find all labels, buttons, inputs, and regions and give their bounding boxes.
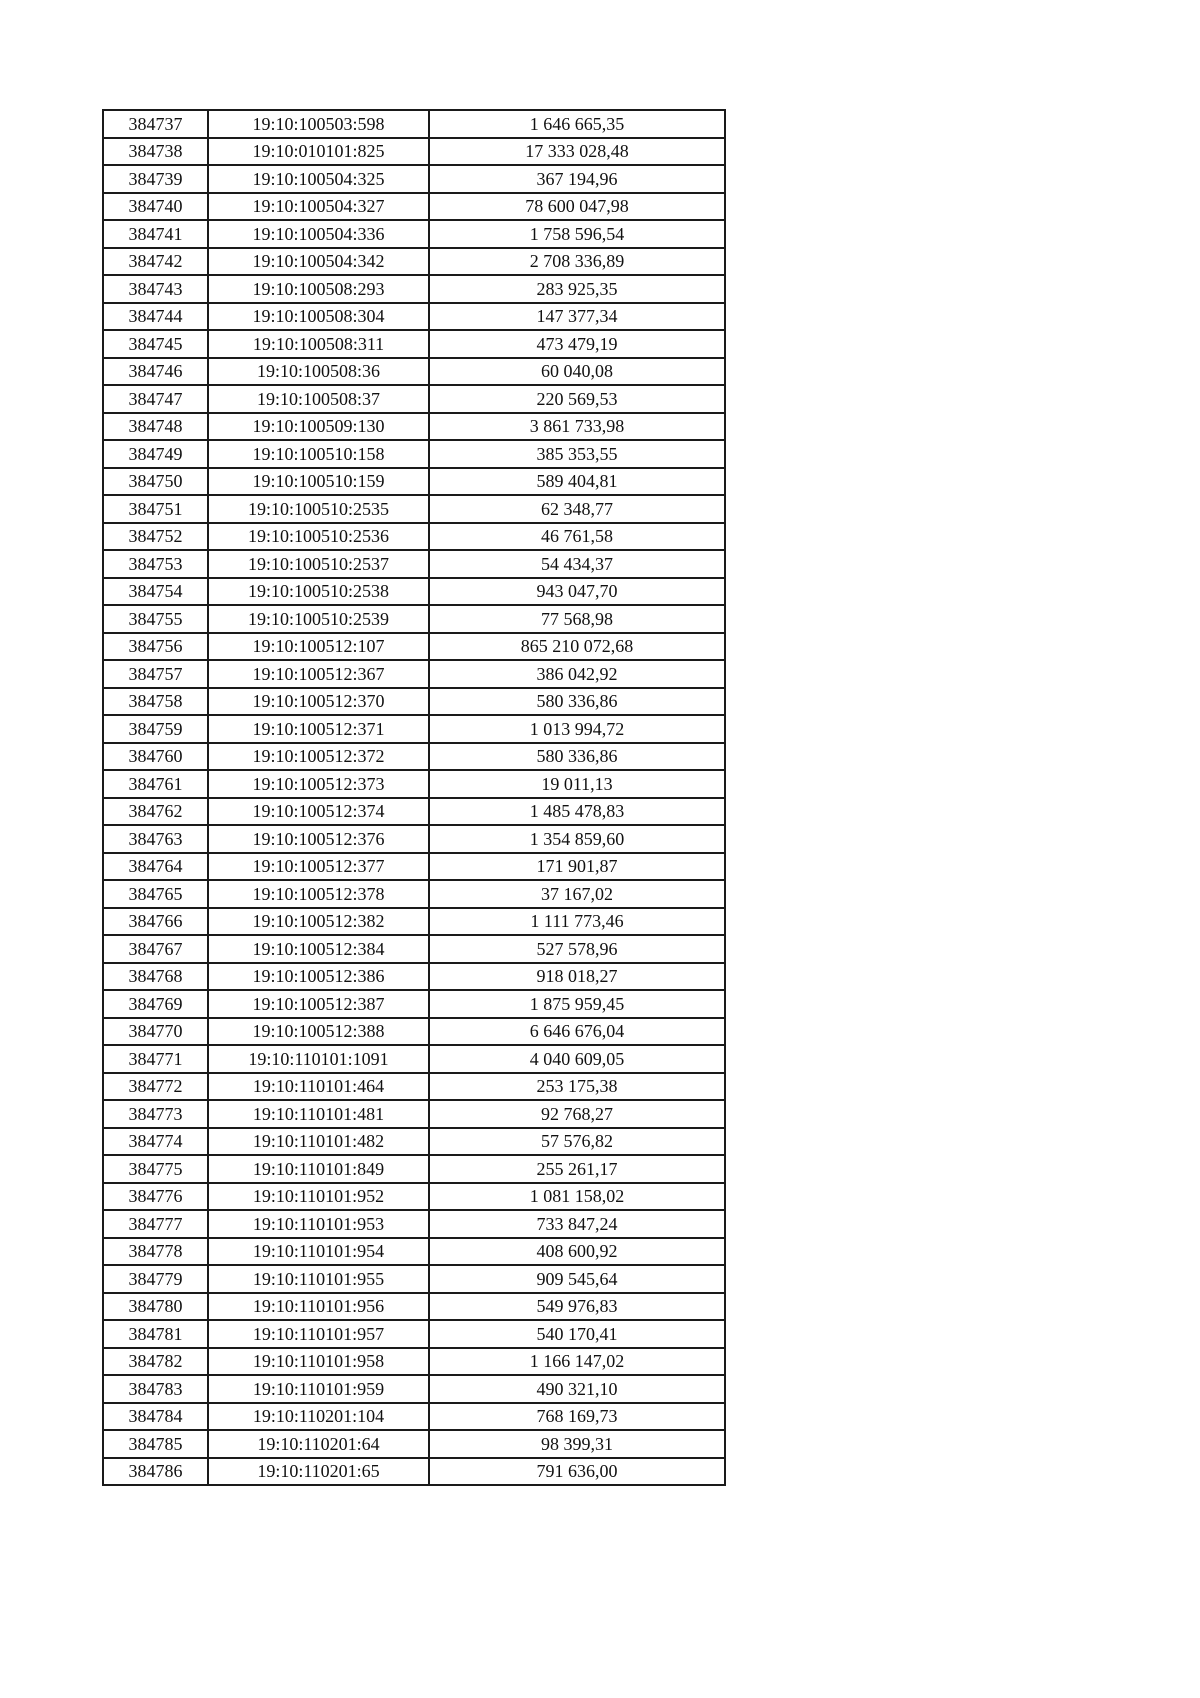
table-row	[103, 330, 725, 358]
row-number-cell: 384776	[103, 1183, 208, 1211]
table-row	[103, 1403, 725, 1431]
row-number-cell: 384772	[103, 1073, 208, 1101]
cadastral-number-cell: 19:10:100510:2539	[208, 605, 429, 633]
row-number-cell: 384784	[103, 1403, 208, 1431]
row-number-cell: 384760	[103, 743, 208, 771]
value-cell: 1 875 959,45	[429, 990, 725, 1018]
cadastral-number-cell: 19:10:100512:377	[208, 853, 429, 881]
cadastral-number-cell: 19:10:100512:387	[208, 990, 429, 1018]
table-row	[103, 275, 725, 303]
cadastral-number-cell: 19:10:100510:2536	[208, 523, 429, 551]
value-cell: 473 479,19	[429, 330, 725, 358]
value-cell: 46 761,58	[429, 523, 725, 551]
row-number-cell: 384757	[103, 660, 208, 688]
row-number-cell: 384755	[103, 605, 208, 633]
row-number-cell: 384777	[103, 1210, 208, 1238]
row-number-cell: 384780	[103, 1293, 208, 1321]
row-number-cell: 384753	[103, 550, 208, 578]
cadastral-number-cell: 19:10:100508:304	[208, 303, 429, 331]
value-cell: 54 434,37	[429, 550, 725, 578]
table-row	[103, 1155, 725, 1183]
row-number-cell: 384765	[103, 880, 208, 908]
table-row	[103, 853, 725, 881]
row-number-cell: 384737	[103, 110, 208, 138]
cadastral-value-table	[102, 109, 726, 1486]
cadastral-number-cell: 19:10:110101:952	[208, 1183, 429, 1211]
table-row	[103, 715, 725, 743]
row-number-cell: 384754	[103, 578, 208, 606]
table-row	[103, 1238, 725, 1266]
row-number-cell: 384747	[103, 385, 208, 413]
row-number-cell: 384742	[103, 248, 208, 276]
table-row	[103, 605, 725, 633]
cadastral-number-cell: 19:10:100512:374	[208, 798, 429, 826]
cadastral-number-cell: 19:10:100508:37	[208, 385, 429, 413]
row-number-cell: 384759	[103, 715, 208, 743]
cadastral-number-cell: 19:10:100512:388	[208, 1018, 429, 1046]
table-row	[103, 578, 725, 606]
value-cell: 1 485 478,83	[429, 798, 725, 826]
table-row	[103, 1458, 725, 1486]
cadastral-number-cell: 19:10:100512:378	[208, 880, 429, 908]
table-row	[103, 413, 725, 441]
cadastral-number-cell: 19:10:110101:957	[208, 1320, 429, 1348]
cadastral-number-cell: 19:10:100512:376	[208, 825, 429, 853]
value-cell: 490 321,10	[429, 1375, 725, 1403]
row-number-cell: 384743	[103, 275, 208, 303]
cadastral-number-cell: 19:10:100512:382	[208, 908, 429, 936]
table-row	[103, 908, 725, 936]
value-cell: 1 013 994,72	[429, 715, 725, 743]
cadastral-number-cell: 19:10:100504:327	[208, 193, 429, 221]
cadastral-number-cell: 19:10:100504:325	[208, 165, 429, 193]
table-row	[103, 303, 725, 331]
table-row	[103, 220, 725, 248]
cadastral-number-cell: 19:10:100512:386	[208, 963, 429, 991]
row-number-cell: 384770	[103, 1018, 208, 1046]
table-row	[103, 1128, 725, 1156]
table-row	[103, 1045, 725, 1073]
value-cell: 791 636,00	[429, 1458, 725, 1486]
cadastral-number-cell: 19:10:100508:311	[208, 330, 429, 358]
row-number-cell: 384783	[103, 1375, 208, 1403]
table-row	[103, 1183, 725, 1211]
cadastral-number-cell: 19:10:100510:2538	[208, 578, 429, 606]
row-number-cell: 384763	[103, 825, 208, 853]
row-number-cell: 384750	[103, 468, 208, 496]
row-number-cell: 384740	[103, 193, 208, 221]
value-cell: 527 578,96	[429, 935, 725, 963]
value-cell: 918 018,27	[429, 963, 725, 991]
value-cell: 367 194,96	[429, 165, 725, 193]
value-cell: 1 758 596,54	[429, 220, 725, 248]
value-cell: 1 646 665,35	[429, 110, 725, 138]
row-number-cell: 384739	[103, 165, 208, 193]
table-row	[103, 385, 725, 413]
cadastral-number-cell: 19:10:100512:373	[208, 770, 429, 798]
cadastral-number-cell: 19:10:100512:384	[208, 935, 429, 963]
cadastral-number-cell: 19:10:100510:2537	[208, 550, 429, 578]
value-cell: 1 111 773,46	[429, 908, 725, 936]
table-row	[103, 770, 725, 798]
row-number-cell: 384764	[103, 853, 208, 881]
cadastral-number-cell: 19:10:100508:36	[208, 358, 429, 386]
table-row	[103, 193, 725, 221]
row-number-cell: 384785	[103, 1430, 208, 1458]
row-number-cell: 384758	[103, 688, 208, 716]
table-row	[103, 165, 725, 193]
cadastral-number-cell: 19:10:110101:955	[208, 1265, 429, 1293]
value-cell: 37 167,02	[429, 880, 725, 908]
table-row	[103, 495, 725, 523]
table-row	[103, 1348, 725, 1376]
table-row	[103, 358, 725, 386]
cadastral-number-cell: 19:10:100510:158	[208, 440, 429, 468]
row-number-cell: 384738	[103, 138, 208, 166]
row-number-cell: 384768	[103, 963, 208, 991]
row-number-cell: 384748	[103, 413, 208, 441]
table-row	[103, 963, 725, 991]
cadastral-number-cell: 19:10:100510:159	[208, 468, 429, 496]
value-cell: 768 169,73	[429, 1403, 725, 1431]
row-number-cell: 384744	[103, 303, 208, 331]
cadastral-number-cell: 19:10:110101:481	[208, 1100, 429, 1128]
value-cell: 589 404,81	[429, 468, 725, 496]
cadastral-number-cell: 19:10:110201:64	[208, 1430, 429, 1458]
table-row	[103, 743, 725, 771]
value-cell: 147 377,34	[429, 303, 725, 331]
cadastral-number-cell: 19:10:110101:953	[208, 1210, 429, 1238]
value-cell: 19 011,13	[429, 770, 725, 798]
table-row	[103, 550, 725, 578]
cadastral-number-cell: 19:10:100504:336	[208, 220, 429, 248]
table-row	[103, 880, 725, 908]
row-number-cell: 384782	[103, 1348, 208, 1376]
value-cell: 77 568,98	[429, 605, 725, 633]
row-number-cell: 384766	[103, 908, 208, 936]
row-number-cell: 384774	[103, 1128, 208, 1156]
value-cell: 62 348,77	[429, 495, 725, 523]
value-cell: 171 901,87	[429, 853, 725, 881]
cadastral-number-cell: 19:10:100512:371	[208, 715, 429, 743]
value-cell: 1 166 147,02	[429, 1348, 725, 1376]
value-cell: 865 210 072,68	[429, 633, 725, 661]
value-cell: 943 047,70	[429, 578, 725, 606]
table-row	[103, 468, 725, 496]
table-body	[103, 110, 725, 1485]
cadastral-number-cell: 19:10:110101:959	[208, 1375, 429, 1403]
value-cell: 580 336,86	[429, 743, 725, 771]
value-cell: 733 847,24	[429, 1210, 725, 1238]
table-row	[103, 1073, 725, 1101]
table-row	[103, 440, 725, 468]
value-cell: 386 042,92	[429, 660, 725, 688]
value-cell: 253 175,38	[429, 1073, 725, 1101]
table-row	[103, 825, 725, 853]
value-cell: 408 600,92	[429, 1238, 725, 1266]
row-number-cell: 384761	[103, 770, 208, 798]
table-row	[103, 1210, 725, 1238]
value-cell: 98 399,31	[429, 1430, 725, 1458]
cadastral-number-cell: 19:10:100509:130	[208, 413, 429, 441]
cadastral-number-cell: 19:10:110101:482	[208, 1128, 429, 1156]
row-number-cell: 384773	[103, 1100, 208, 1128]
table-row	[103, 1375, 725, 1403]
row-number-cell: 384749	[103, 440, 208, 468]
table-row	[103, 990, 725, 1018]
cadastral-number-cell: 19:10:110201:104	[208, 1403, 429, 1431]
value-cell: 220 569,53	[429, 385, 725, 413]
value-cell: 78 600 047,98	[429, 193, 725, 221]
cadastral-number-cell: 19:10:110101:954	[208, 1238, 429, 1266]
row-number-cell: 384756	[103, 633, 208, 661]
value-cell: 549 976,83	[429, 1293, 725, 1321]
cadastral-number-cell: 19:10:110101:464	[208, 1073, 429, 1101]
value-cell: 57 576,82	[429, 1128, 725, 1156]
value-cell: 1 081 158,02	[429, 1183, 725, 1211]
table-row	[103, 1430, 725, 1458]
cadastral-number-cell: 19:10:110201:65	[208, 1458, 429, 1486]
table-row	[103, 688, 725, 716]
value-cell: 92 768,27	[429, 1100, 725, 1128]
cadastral-number-cell: 19:10:100512:370	[208, 688, 429, 716]
row-number-cell: 384778	[103, 1238, 208, 1266]
value-cell: 580 336,86	[429, 688, 725, 716]
row-number-cell: 384762	[103, 798, 208, 826]
table-row	[103, 1320, 725, 1348]
value-cell: 3 861 733,98	[429, 413, 725, 441]
row-number-cell: 384771	[103, 1045, 208, 1073]
row-number-cell: 384779	[103, 1265, 208, 1293]
table-row	[103, 633, 725, 661]
cadastral-number-cell: 19:10:100512:367	[208, 660, 429, 688]
value-cell: 4 040 609,05	[429, 1045, 725, 1073]
value-cell: 283 925,35	[429, 275, 725, 303]
cadastral-number-cell: 19:10:110101:849	[208, 1155, 429, 1183]
cadastral-number-cell: 19:10:100510:2535	[208, 495, 429, 523]
table-row	[103, 1293, 725, 1321]
value-cell: 60 040,08	[429, 358, 725, 386]
value-cell: 1 354 859,60	[429, 825, 725, 853]
cadastral-number-cell: 19:10:010101:825	[208, 138, 429, 166]
cadastral-number-cell: 19:10:100512:372	[208, 743, 429, 771]
table-row	[103, 660, 725, 688]
row-number-cell: 384775	[103, 1155, 208, 1183]
value-cell: 6 646 676,04	[429, 1018, 725, 1046]
cadastral-number-cell: 19:10:100503:598	[208, 110, 429, 138]
value-cell: 17 333 028,48	[429, 138, 725, 166]
row-number-cell: 384786	[103, 1458, 208, 1486]
row-number-cell: 384746	[103, 358, 208, 386]
cadastral-number-cell: 19:10:100504:342	[208, 248, 429, 276]
row-number-cell: 384745	[103, 330, 208, 358]
table-row	[103, 110, 725, 138]
table-row	[103, 1100, 725, 1128]
row-number-cell: 384741	[103, 220, 208, 248]
row-number-cell: 384781	[103, 1320, 208, 1348]
value-cell: 2 708 336,89	[429, 248, 725, 276]
row-number-cell: 384769	[103, 990, 208, 1018]
table-row	[103, 935, 725, 963]
row-number-cell: 384752	[103, 523, 208, 551]
table-row	[103, 248, 725, 276]
value-cell: 540 170,41	[429, 1320, 725, 1348]
cadastral-number-cell: 19:10:110101:956	[208, 1293, 429, 1321]
table-row	[103, 138, 725, 166]
cadastral-number-cell: 19:10:100512:107	[208, 633, 429, 661]
table-row	[103, 1018, 725, 1046]
cadastral-number-cell: 19:10:110101:1091	[208, 1045, 429, 1073]
table-row	[103, 1265, 725, 1293]
table-row	[103, 523, 725, 551]
value-cell: 909 545,64	[429, 1265, 725, 1293]
table-row	[103, 798, 725, 826]
value-cell: 385 353,55	[429, 440, 725, 468]
row-number-cell: 384751	[103, 495, 208, 523]
value-cell: 255 261,17	[429, 1155, 725, 1183]
cadastral-number-cell: 19:10:110101:958	[208, 1348, 429, 1376]
cadastral-number-cell: 19:10:100508:293	[208, 275, 429, 303]
row-number-cell: 384767	[103, 935, 208, 963]
